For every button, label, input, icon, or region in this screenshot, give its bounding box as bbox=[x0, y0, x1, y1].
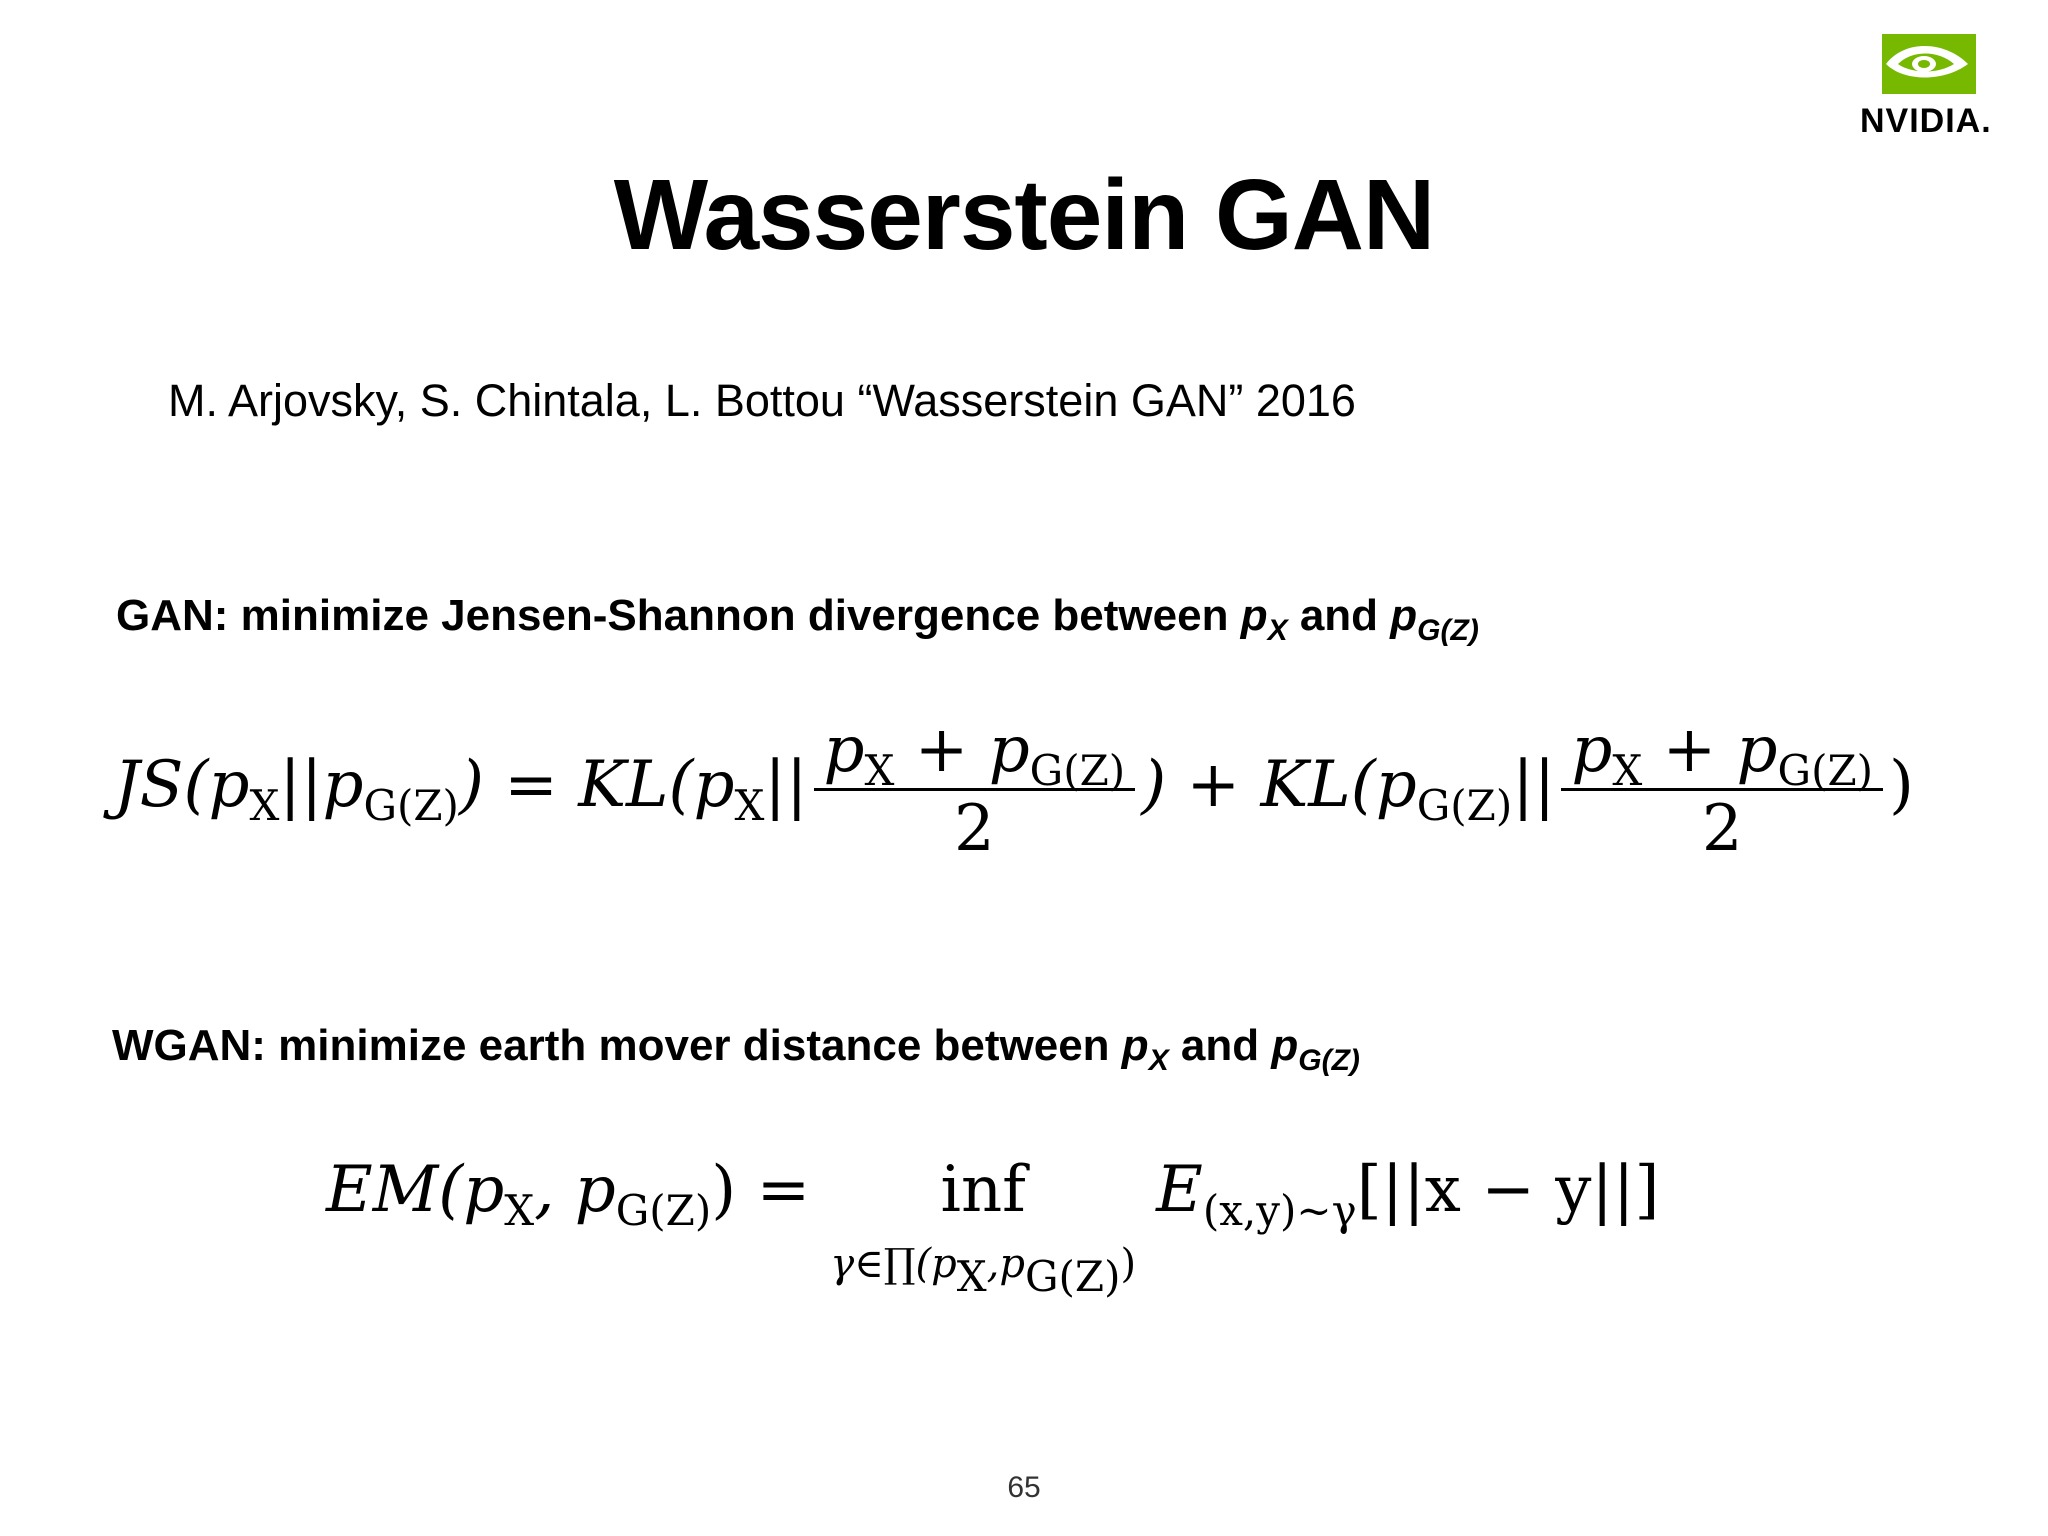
wgan-heading-px-sub: X bbox=[1148, 1044, 1169, 1077]
eq-js-sub: G(Z) bbox=[1029, 746, 1126, 795]
gan-heading-text: GAN: minimize Jensen-Shannon divergence between bbox=[116, 591, 1241, 640]
eq-js-sub: X bbox=[734, 781, 765, 830]
wgan-heading-and: and bbox=[1168, 1021, 1272, 1070]
eq-js-sub: X bbox=[1612, 746, 1643, 795]
eq-js-fraction-1 bbox=[814, 713, 1136, 866]
fraction-numerator bbox=[1561, 713, 1883, 795]
eq-js-bars: ||p bbox=[279, 748, 364, 822]
infimum-subscript bbox=[830, 1236, 1137, 1301]
eq-em-sub: X bbox=[956, 1252, 987, 1301]
eq-js-sub: G(Z) bbox=[1416, 781, 1513, 830]
eq-js-plus: + p bbox=[894, 713, 1030, 787]
eq-js-sub: X bbox=[249, 781, 280, 830]
wgan-heading-pgz-sub: G(Z) bbox=[1298, 1044, 1360, 1077]
js-divergence-equation bbox=[114, 713, 1914, 866]
nvidia-wordmark: NVIDIA. bbox=[1860, 102, 1992, 140]
eq-em-sub: G(Z) bbox=[615, 1186, 712, 1235]
eq-js-sub: X bbox=[864, 746, 895, 795]
eq-em-comma: , p bbox=[534, 1153, 616, 1227]
eq-em-equals: ) = bbox=[711, 1153, 811, 1227]
eq-js-kl2: ) + KL(p bbox=[1141, 748, 1417, 822]
eq-em-sub: (x,y)∼γ bbox=[1202, 1186, 1357, 1235]
eq-em-lhs: EM(p bbox=[326, 1153, 505, 1227]
gan-heading-and: and bbox=[1287, 591, 1391, 640]
eq-js-p: p bbox=[1571, 713, 1613, 787]
eq-js-bars: || bbox=[1512, 748, 1556, 822]
gan-heading-px: p bbox=[1240, 591, 1268, 640]
eq-js-p: p bbox=[823, 713, 865, 787]
wgan-heading-text: WGAN: minimize earth mover distance between bbox=[112, 1021, 1122, 1070]
eq-em-sub: G(Z) bbox=[1025, 1252, 1121, 1301]
gan-heading-pgz-sub: G(Z) bbox=[1417, 614, 1479, 647]
eq-em-under: γ∈∏(p bbox=[830, 1241, 957, 1287]
eq-em-under-close: ) bbox=[1120, 1241, 1137, 1287]
gan-heading bbox=[116, 590, 1479, 647]
wgan-heading-px: p bbox=[1121, 1021, 1149, 1070]
fraction-denominator: 2 bbox=[1701, 792, 1743, 866]
gan-heading-px-sub: X bbox=[1267, 614, 1288, 647]
page-number: 65 bbox=[1007, 1471, 1041, 1504]
eq-js-sub: G(Z) bbox=[363, 781, 459, 830]
eq-js-lhs: JS(p bbox=[114, 748, 250, 822]
fraction-numerator bbox=[814, 713, 1136, 795]
eq-em-infimum bbox=[830, 1153, 1137, 1301]
citation-text: M. Arjovsky, S. Chintala, L. Bottou “Wasserstein GAN” 2016 bbox=[168, 375, 1356, 426]
eq-js-plus: + p bbox=[1642, 713, 1778, 787]
fraction-denominator: 2 bbox=[953, 792, 995, 866]
earth-mover-equation bbox=[326, 1153, 1660, 1301]
eq-js-sub: G(Z) bbox=[1777, 746, 1874, 795]
wgan-heading bbox=[112, 1020, 1360, 1077]
wgan-heading-pgz: p bbox=[1271, 1021, 1299, 1070]
gan-heading-pgz: p bbox=[1390, 591, 1418, 640]
eq-em-expectation: E bbox=[1156, 1153, 1203, 1227]
eq-js-bars: || bbox=[764, 748, 808, 822]
eq-em-sub: X bbox=[504, 1186, 535, 1235]
eq-em-rhs: [||x − y||] bbox=[1356, 1153, 1660, 1227]
eq-js-kl1: ) = KL(p bbox=[458, 748, 735, 822]
eq-js-close: ) bbox=[1889, 748, 1914, 822]
slide-title: Wasserstein GAN bbox=[613, 159, 1435, 271]
eq-js-fraction-2 bbox=[1561, 713, 1883, 866]
infimum-operator: inf bbox=[940, 1153, 1026, 1227]
eq-em-under-comma: ,p bbox=[986, 1241, 1025, 1287]
